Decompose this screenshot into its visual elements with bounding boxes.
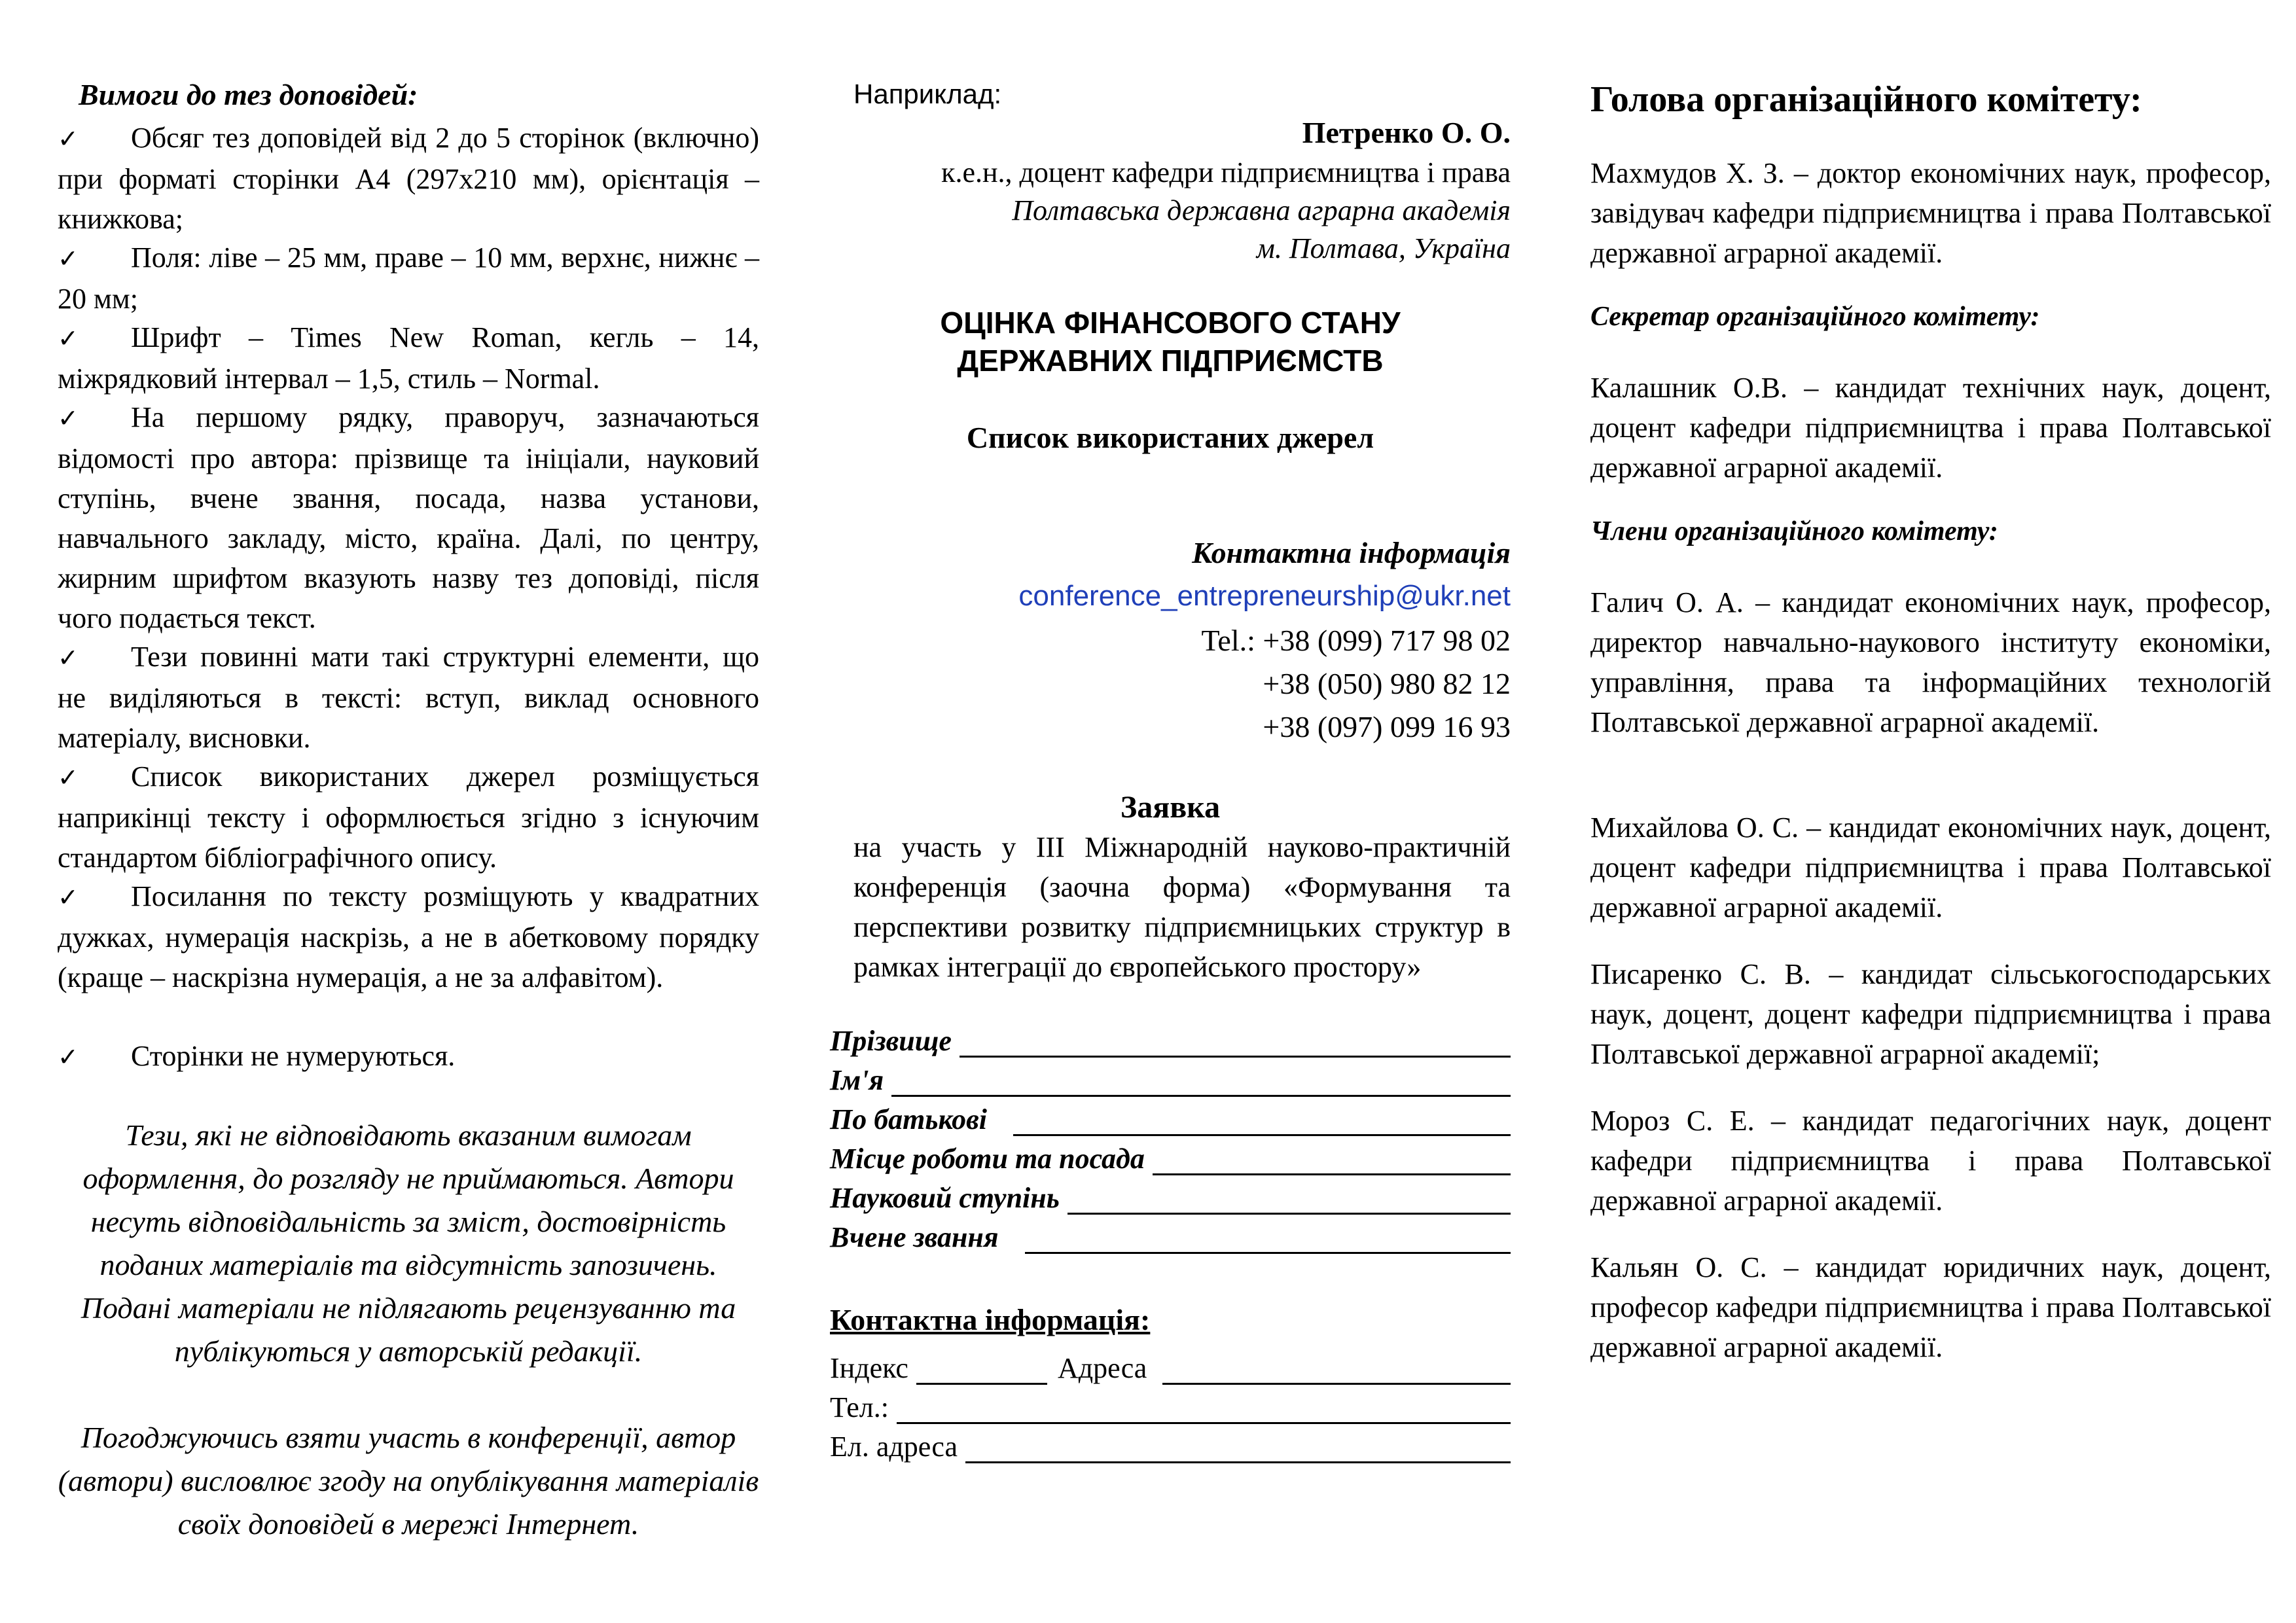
requirements-heading: Вимоги до тез доповідей: xyxy=(79,78,418,111)
requirement-text: Посилання по тексту розміщують у квадратних дужках, нумерація наскрізь, а не в абетковому порядку (краще – наскрізна нумерація, а не за алфавітом). xyxy=(58,880,759,993)
secretary-heading: Секретар організаційного комітету: xyxy=(1590,302,2040,332)
member-entry: Михайлова О. С. – кандидат економічних наук, доцент, доцент кафедри підприємництва і права Полтавської державної аграрної академії. xyxy=(1590,812,2271,923)
requirement-text: Обсяг тез доповідей від 2 до 5 сторінок (включно) при форматі сторінки А4 (297х210 мм), орієнтація – книжкова; xyxy=(58,122,759,235)
requirement-item xyxy=(58,1036,759,1077)
form-field-phone[interactable] xyxy=(830,1387,1511,1424)
check-icon: ✓ xyxy=(58,324,79,353)
form-field-degree[interactable] xyxy=(830,1178,1511,1215)
requirement-item xyxy=(58,317,759,399)
requirement-item xyxy=(58,397,759,638)
form-field-surname[interactable] xyxy=(830,1021,1511,1058)
example-title-line-2: ДЕРЖАВНИХ ПІДПРИЄМСТВ xyxy=(957,344,1384,378)
example-author-name: Петренко О. О. xyxy=(1302,116,1511,149)
member-entry: Галич О. А. – кандидат економічних наук, професор, директор навчально-наукового інституту економіки, управління, права та інформаційних технологій Полтавської державної аграрної академії. xyxy=(1590,586,2271,738)
example-title-line-1: ОЦІНКА ФІНАНСОВОГО СТАНУ xyxy=(940,306,1401,340)
form-input-line[interactable] xyxy=(965,1435,1511,1463)
form-field-label: Науковий ступінь xyxy=(830,1182,1060,1214)
form-input-line[interactable] xyxy=(960,1029,1511,1058)
form-field-index-address[interactable] xyxy=(830,1348,1511,1385)
example-author-institution: Полтавська державна аграрна академія xyxy=(1012,194,1511,226)
references-heading: Список використаних джерел xyxy=(966,421,1374,454)
requirement-text: Тези повинні мати такі структурні елементи, що не виділяються в тексті: вступ, виклад основного матеріалу, висновки. xyxy=(58,641,759,754)
example-label: Наприклад: xyxy=(853,79,1002,109)
member-entry: Мороз С. Е. – кандидат педагогічних наук, доцент кафедри підприємництва і права Полтавської державної аграрної академії. xyxy=(1590,1105,2271,1217)
check-icon: ✓ xyxy=(58,124,79,153)
requirement-item xyxy=(58,637,759,758)
form-input-line[interactable] xyxy=(1162,1357,1511,1385)
requirement-item xyxy=(58,757,759,878)
form-field-patronymic[interactable] xyxy=(830,1099,1511,1136)
form-input-line[interactable] xyxy=(1013,1108,1511,1136)
requirement-item xyxy=(58,118,759,239)
contact-phone-1: Tel.: +38 (099) 717 98 02 xyxy=(1201,624,1511,657)
form-field-label: По батькові xyxy=(830,1103,988,1135)
form-field-label: Ім'я xyxy=(830,1064,884,1096)
consent-note: Погоджуючись взяти участь в конференції, автор (автори) висловлює згоду на опублікування матеріалів своїх доповідей в мережі Інтернет. xyxy=(58,1421,759,1541)
form-field-name[interactable] xyxy=(830,1060,1511,1097)
form-input-line[interactable] xyxy=(1067,1186,1511,1215)
submission-note: Тези, які не відповідають вказаним вимогам оформлення, до розгляду не приймаються. Автори несуть відповідальність за зміст, достовірність поданих матеріалів та відсутність запозичень. Подані матеріали не підлягають рецензуванню та публікуються у авторській редакції. xyxy=(81,1118,736,1368)
form-field-label: Місце роботи та посада xyxy=(830,1143,1145,1175)
form-input-line[interactable] xyxy=(891,1069,1511,1097)
contact-email[interactable] xyxy=(830,580,1511,613)
form-field-label: Вчене звання xyxy=(830,1221,999,1253)
form-input-line[interactable] xyxy=(1153,1147,1511,1175)
contact-heading: Контактна інформація xyxy=(1192,536,1511,569)
form-field-email[interactable] xyxy=(830,1427,1511,1463)
form-field-label: Індекс xyxy=(830,1352,908,1384)
member-entry: Кальян О. С. – кандидат юридичних наук, доцент, професор кафедри підприємництва і права Полтавської державної аграрної академії. xyxy=(1590,1251,2271,1363)
email-link[interactable]: conference_entrepreneurship@ukr.net xyxy=(1018,580,1511,612)
application-heading: Заявка xyxy=(1120,790,1221,825)
application-text: на участь у ІІІ Міжнародній науково-практичній конференція (заочна форма) «Формування та перспективи розвитку підприємницьких структур в рамках інтеграції до європейського простору» xyxy=(853,831,1511,983)
requirement-text: Сторінки не нумеруються. xyxy=(131,1040,456,1072)
requirement-item xyxy=(58,876,759,997)
check-icon: ✓ xyxy=(58,1043,79,1071)
requirement-text: Шрифт – Times New Roman, кегль – 14, міжрядковий інтервал – 1,5, стиль – Normal. xyxy=(58,321,759,395)
check-icon: ✓ xyxy=(58,244,79,273)
example-author-position: к.е.н., доцент кафедри підприємництва і права xyxy=(941,156,1511,188)
form-input-line[interactable] xyxy=(897,1396,1511,1424)
contact-phone-2: +38 (050) 980 82 12 xyxy=(1263,667,1511,700)
check-icon: ✓ xyxy=(58,404,79,433)
check-icon: ✓ xyxy=(58,643,79,672)
form-input-line[interactable] xyxy=(916,1357,1047,1385)
form-field-academic-title[interactable] xyxy=(830,1217,1511,1254)
form-field-label: Адреса xyxy=(1057,1352,1147,1384)
contact-phone-3: +38 (097) 099 16 93 xyxy=(1263,710,1511,743)
chair-entry: Махмудов Х. З. – доктор економічних наук, професор, завідувач кафедри підприємництва і права Полтавської державної аграрної академії. xyxy=(1590,157,2271,269)
secretary-entry: Калашник О.В. – кандидат технічних наук, доцент, доцент кафедри підприємництва і права Полтавської державної аграрної академії. xyxy=(1590,372,2271,484)
requirement-item xyxy=(58,238,759,319)
requirement-text: На першому рядку, праворуч, зазначаються відомості про автора: прізвище та ініціали, науковий ступінь, вчене звання, посада, назва установи, навчального закладу, місто, країна. Далі, по центру, жирним шрифтом вказують назву тез доповіді, після чого подається текст. xyxy=(58,401,759,634)
members-heading: Члени організаційного комітету: xyxy=(1590,516,1998,546)
contact-form-heading: Контактна інформація: xyxy=(830,1303,1151,1336)
requirement-text: Список використаних джерел розміщується наприкінці тексту і оформлюється згідно з існуючим стандартом бібліографічного опису. xyxy=(58,760,759,874)
form-field-label: Ел. адреса xyxy=(830,1431,958,1463)
form-input-line[interactable] xyxy=(1025,1226,1511,1254)
chair-heading: Голова організаційного комітету: xyxy=(1590,79,2142,120)
check-icon: ✓ xyxy=(58,763,79,792)
form-field-label: Прізвище xyxy=(830,1025,952,1057)
form-field-label: Тел.: xyxy=(830,1391,889,1423)
member-entry: Писаренко С. В. – кандидат сільськогосподарських наук, доцент, доцент кафедри підприємництва і права Полтавської державної аграрної академії; xyxy=(1590,958,2271,1070)
check-icon: ✓ xyxy=(58,883,79,912)
example-author-city: м. Полтава, Україна xyxy=(1256,232,1511,264)
form-field-workplace[interactable] xyxy=(830,1139,1511,1175)
requirement-text: Поля: ліве – 25 мм, праве – 10 мм, верхнє, нижнє – 20 мм; xyxy=(58,241,759,315)
